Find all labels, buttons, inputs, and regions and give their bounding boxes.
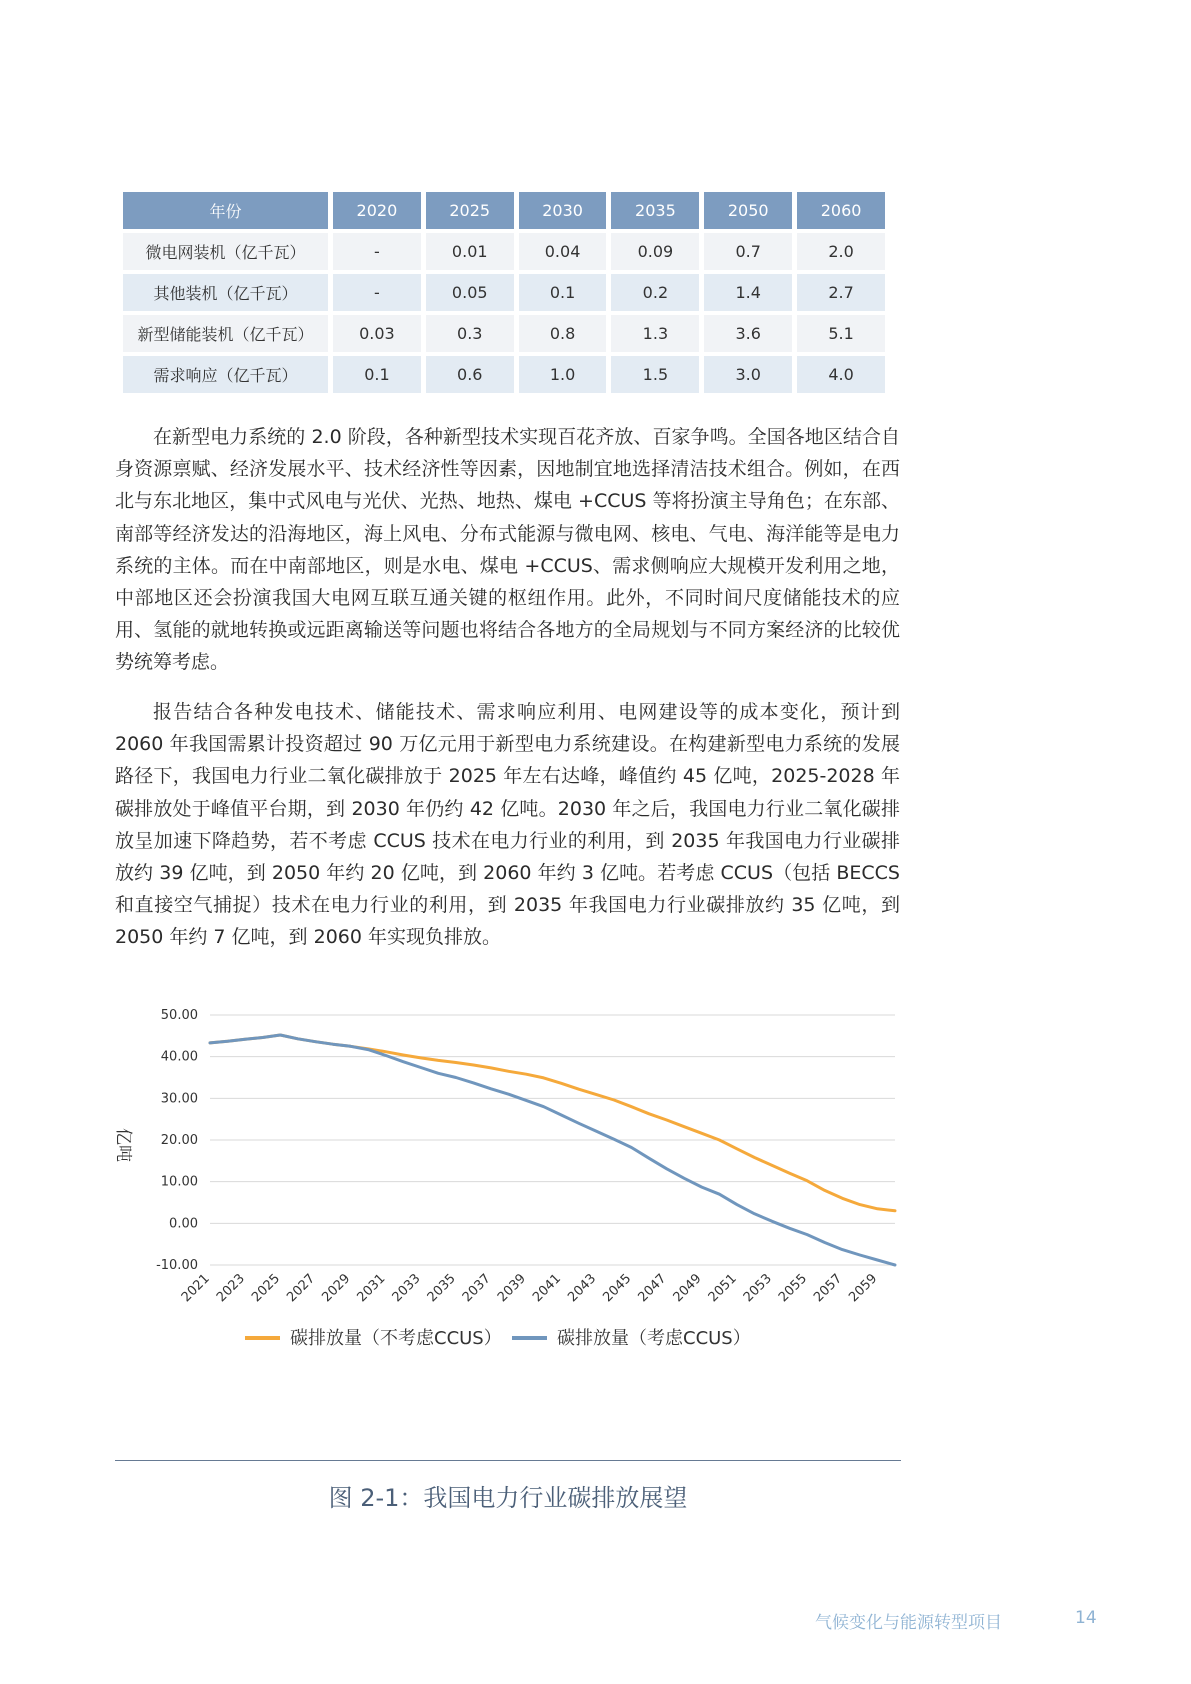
table-cell: 0.3 [426,315,514,352]
table-header-cell: 2060 [797,192,885,229]
x-tick-label: 2025 [249,1271,284,1306]
page-number: 14 [1075,1608,1097,1628]
table-cell: 3.0 [704,356,792,393]
table-row [123,274,885,311]
x-tick-label: 2031 [354,1271,389,1306]
chart-gridlines [210,1015,895,1265]
table-cell: 0.05 [426,274,514,311]
table-cell: 新型储能装机（亿千瓦） [123,315,328,352]
y-tick-label: 0.00 [169,1216,198,1232]
table-cell: 0.6 [426,356,514,393]
table-row [123,315,885,352]
table-cell: 0.01 [426,233,514,270]
table-cell: 需求响应（亿千瓦） [123,356,328,393]
table-header-cell: 2035 [611,192,699,229]
series-line-with-ccus [210,1035,895,1265]
table-cell: 0.09 [611,233,699,270]
x-tick-label: 2045 [600,1271,635,1306]
x-tick-label: 2033 [389,1271,424,1306]
table-cell: 1.5 [611,356,699,393]
footer-project-title: 气候变化与能源转型项目 [815,1613,1002,1633]
legend-label: 碳排放量（不考虑CCUS） [290,1328,502,1349]
y-tick-label: 20.00 [160,1133,198,1148]
x-tick-label: 2027 [284,1271,319,1306]
chart-legend [245,1328,751,1349]
x-tick-label: 2029 [319,1271,354,1306]
table-cell: 2.7 [797,274,885,311]
y-tick-label: 30.00 [160,1091,198,1107]
table-cell: 0.1 [333,356,421,393]
x-tick-label: 2035 [424,1271,459,1306]
y-tick-label: 50.00 [160,1008,198,1023]
x-tick-label: 2055 [776,1271,811,1306]
table-header-cell: 2050 [704,192,792,229]
table-cell: 4.0 [797,356,885,393]
series-line-without-ccus [210,1035,895,1211]
table-cell: 1.4 [704,274,792,311]
body-paragraph: 在新型电力系统的 2.0 阶段，各种新型技术实现百花齐放、百家争鸣。全国各地区结合自身资源禀赋、经济发展水平、技术经济性等因素，因地制宜地选择清洁技术组合。例如，在西北与东北地区，集中式风电与光伏、光热、地热、煤电 +CCUS 等将扮演主导角色；在东部、南部等经济发达的沿海地区，海上风电、分布式能源与微电网、核电、气电、海洋能等是电力系统的主体。而在中南部地区，则是水电、煤电 +CCUS、需求侧响应大规模开发利用之地，中部地区还会扮演我国大电网互联互通关键的枢纽作用。此外，不同时间尺度储能技术的应用、氢能的就地转换或远距离输送等问题也将结合各地方的全局规划与不同方案经济的比较优势统筹考虑。 [115,426,900,674]
table-cell: 0.04 [519,233,607,270]
table-cell: 其他装机（亿千瓦） [123,274,328,311]
table-cell: 1.3 [611,315,699,352]
x-tick-label: 2041 [530,1271,565,1306]
x-tick-label: 2059 [846,1271,881,1306]
table-cell: 0.7 [704,233,792,270]
table-cell: 微电网装机（亿千瓦） [123,233,328,270]
table-cell: 0.03 [333,315,421,352]
table-cell: - [333,274,421,311]
body-paragraph: 报告结合各种发电技术、储能技术、需求响应利用、电网建设等的成本变化，预计到 2060 年我国需累计投资超过 90 万亿元用于新型电力系统建设。在构建新型电力系统的发展路径下，我国电力行业二氧化碳排放于 2025 年左右达峰，峰值约 45 亿吨，2025-2028 年碳排放处于峰值平台期，到 2030 年仍约 42 亿吨。2030 年之后，我国电力行业二氧化碳排放呈加速下降趋势，若不考虑 CCUS 技术在电力行业的利用，到 2035 年我国电力行业碳排放约 39 亿吨，到 2050 年约 20 亿吨，到 2060 年约 3 亿吨。若考虑 CCUS（包括 BECCS 和直接空气捕捉）技术在电力行业的利用，到 2035 年我国电力行业碳排放约 35 亿吨，到 2050 年约 7 亿吨，到 2060 年实现负排放。 [115,701,900,949]
x-tick-label: 2051 [705,1271,740,1306]
x-axis [179,1271,880,1305]
chart-series [210,1035,895,1265]
x-tick-label: 2021 [178,1271,213,1306]
emissions-line-chart [100,995,910,1425]
table-cell: 0.1 [519,274,607,311]
table-header-cell: 2020 [333,192,421,229]
x-tick-label: 2043 [565,1271,600,1306]
x-tick-label: 2023 [213,1271,248,1306]
caption-divider [115,1460,901,1461]
table-header-cell: 2030 [519,192,607,229]
table-header-row [123,192,885,229]
x-tick-label: 2039 [494,1271,529,1306]
x-tick-label: 2057 [811,1271,846,1306]
y-axis [156,1008,198,1273]
x-tick-label: 2047 [635,1271,670,1306]
table-row [123,233,885,270]
figure-caption: 图 2-1：我国电力行业碳排放展望 [328,1484,688,1512]
y-tick-label: 40.00 [160,1049,198,1065]
table-cell: 0.8 [519,315,607,352]
table-cell: 5.1 [797,315,885,352]
table-header-cell: 2025 [426,192,514,229]
x-tick-label: 2053 [740,1271,775,1306]
legend-label: 碳排放量（考虑CCUS） [557,1328,751,1349]
table-row [123,356,885,393]
y-tick-label: -10.00 [156,1258,198,1273]
x-tick-label: 2049 [670,1271,705,1306]
capacity-table [118,188,890,397]
table-cell: 2.0 [797,233,885,270]
y-tick-label: 10.00 [160,1174,198,1190]
y-axis-label: 亿吨 [113,1128,133,1162]
table-cell: 3.6 [704,315,792,352]
table-cell: 1.0 [519,356,607,393]
x-tick-label: 2037 [459,1271,494,1306]
table-cell: 0.2 [611,274,699,311]
table-header-cell: 年份 [123,192,328,229]
table-cell: - [333,233,421,270]
